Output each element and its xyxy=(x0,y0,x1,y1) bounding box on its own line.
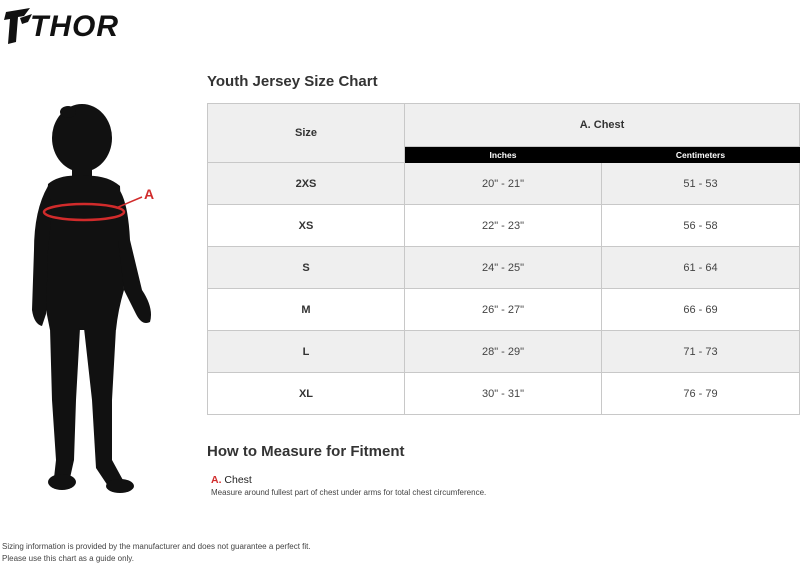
inches-column-header: Inches xyxy=(405,147,602,163)
inches-cell: 20" - 21" xyxy=(405,163,602,205)
child-silhouette-figure xyxy=(20,100,170,500)
centimeters-cell: 76 - 79 xyxy=(602,373,800,415)
size-cell: XS xyxy=(208,205,405,247)
inches-cell: 26" - 27" xyxy=(405,289,602,331)
inches-cell: 24" - 25" xyxy=(405,247,602,289)
centimeters-cell: 66 - 69 xyxy=(602,289,800,331)
table-row xyxy=(208,331,800,373)
disclaimer-line: Sizing information is provided by the manufacturer and does not guarantee a perfect fit. xyxy=(2,542,311,551)
table-row xyxy=(208,247,800,289)
chart-title: Youth Jersey Size Chart xyxy=(207,73,378,90)
centimeters-column-header: Centimeters xyxy=(602,147,800,163)
size-cell: S xyxy=(208,247,405,289)
inches-cell: 30" - 31" xyxy=(405,373,602,415)
centimeters-cell: 71 - 73 xyxy=(602,331,800,373)
disclaimer xyxy=(2,541,311,565)
measure-item-letter: A. xyxy=(211,474,222,486)
measure-item-name: Chest xyxy=(221,474,252,486)
size-cell: M xyxy=(208,289,405,331)
size-cell: 2XS xyxy=(208,163,405,205)
size-cell: XL xyxy=(208,373,405,415)
centimeters-cell: 61 - 64 xyxy=(602,247,800,289)
inches-cell: 22" - 23" xyxy=(405,205,602,247)
size-chart-table xyxy=(207,103,800,415)
inches-cell: 28" - 29" xyxy=(405,331,602,373)
measure-section-title: How to Measure for Fitment xyxy=(207,443,405,460)
chest-marker-label: A xyxy=(144,186,155,202)
size-cell: L xyxy=(208,331,405,373)
table-row xyxy=(208,205,800,247)
centimeters-cell: 51 - 53 xyxy=(602,163,800,205)
chest-column-header: A. Chest xyxy=(405,104,800,147)
table-row xyxy=(208,163,800,205)
measure-item-description: Measure around fullest part of chest under arms for total chest circumference. xyxy=(211,488,487,497)
size-column-header: Size xyxy=(208,104,405,163)
centimeters-cell: 56 - 58 xyxy=(602,205,800,247)
table-row xyxy=(208,289,800,331)
table-row xyxy=(208,373,800,415)
thor-logo xyxy=(2,4,142,44)
disclaimer-line: Please use this chart as a guide only. xyxy=(2,554,134,563)
measure-item-label xyxy=(211,474,252,486)
brand-name: THOR xyxy=(30,10,119,43)
